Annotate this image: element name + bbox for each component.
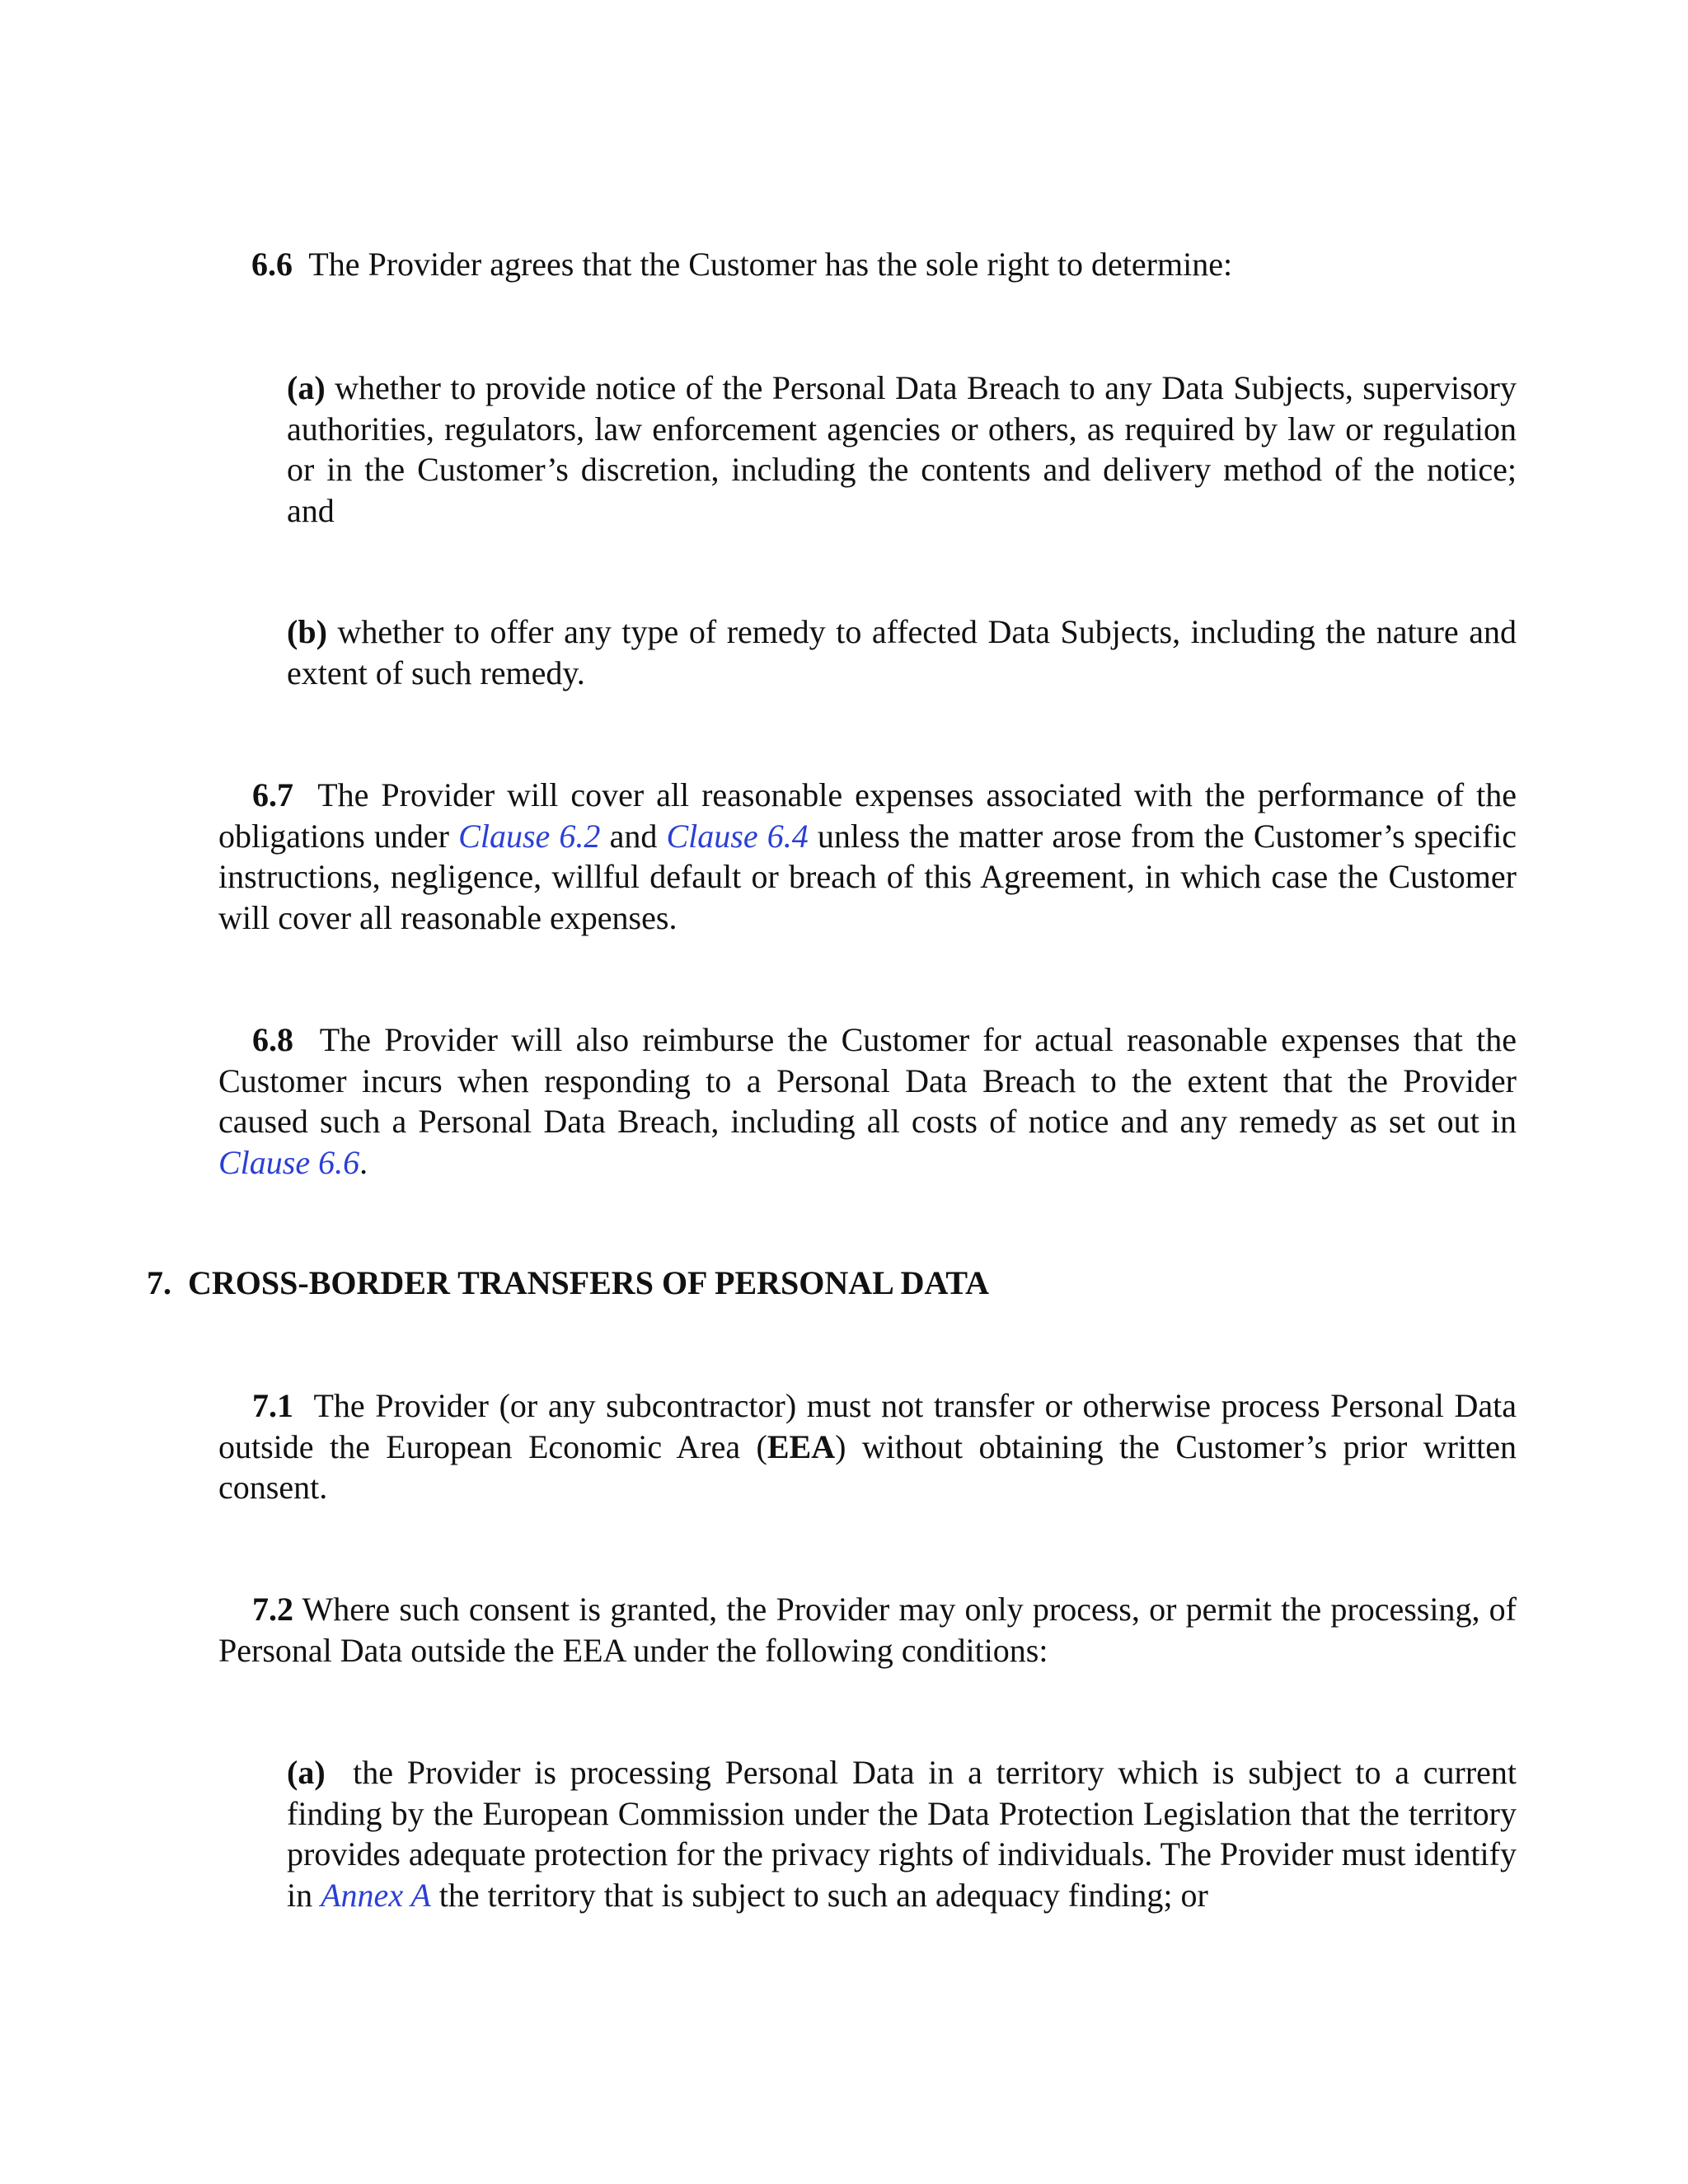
clause-number: 7.1 [252,1387,293,1424]
clause-number: 6.7 [252,776,293,813]
clause-6-7 [218,775,1517,938]
subclause-label: (a) [287,369,326,406]
clause-6-6 [251,244,1521,285]
subclause-text: whether to provide notice of the Personal Data Breach to any Data Subjects, supervisory authorities, regulators, law enforcement agencies or others, as required by law or regulation or in the Customer’s discretion, including the contents and delivery method of the notice; and [287,369,1517,529]
section-7-heading: 7. CROSS-BORDER TRANSFERS OF PERSONAL DATA [147,1264,990,1301]
eea-abbreviation: EEA [767,1427,836,1465]
clause-6-6-link[interactable]: Clause 6.6 [218,1143,360,1181]
clause-7-2-a [287,1752,1517,1915]
clause-text: and [609,817,658,855]
clause-text: . [359,1143,368,1181]
clause-text: The Provider agrees that the Customer has the sole right to determine: [308,246,1233,283]
clause-number: 7.2 [252,1591,293,1628]
clause-text: ) without obtaining the Customer’s prior written consent. [218,1427,1517,1506]
subclause-label: (b) [287,613,327,650]
subclause-label: (a) [287,1754,326,1791]
clause-7-2 [218,1589,1517,1671]
clause-6-6-a [287,368,1517,531]
clause-text: The Provider (or any subcontractor) must not transfer or otherwise process Personal Data outside the European Economic Area ( [218,1387,1517,1465]
clause-number: 6.8 [252,1021,293,1058]
clause-6-6-b [287,612,1517,693]
clause-text: The Provider will cover all reasonable expenses associated with the performance of the obligations under [218,776,1517,855]
subclause-text: the Provider is processing Personal Data in a territory which is subject to a current finding by the European Commission under the Data Protection Legislation that the territory provides adequate protection for the privacy rights of individuals. The Provider must identify in [287,1754,1517,1914]
clause-text: The Provider will also reimburse the Customer for actual reasonable expenses that the Customer incurs when responding to a Personal Data Breach to the extent that the Provider caused such a Personal Data Breach, including all costs of notice and any remedy as set out in [218,1021,1517,1140]
clause-6-2-link[interactable]: Clause 6.2 [458,817,601,855]
clause-6-4-link[interactable]: Clause 6.4 [666,817,809,855]
subclause-text: the territory that is subject to such an adequacy finding; or [438,1876,1208,1914]
clause-text: Where such consent is granted, the Provider may only process, or permit the processing, of Personal Data outside the EEA under the following conditions: [218,1591,1517,1669]
annex-a-link[interactable]: Annex A [321,1876,431,1914]
clause-number: 6.6 [251,246,293,283]
subclause-text: whether to offer any type of remedy to affected Data Subjects, including the nature and extent of such remedy. [287,613,1517,691]
clause-text: unless the matter arose from the Customer’s specific instructions, negligence, willful default or breach of this Agreement, in which case the Customer will cover all reasonable expenses. [218,817,1517,936]
clause-6-8 [218,1019,1517,1183]
clause-7-1 [218,1385,1517,1508]
